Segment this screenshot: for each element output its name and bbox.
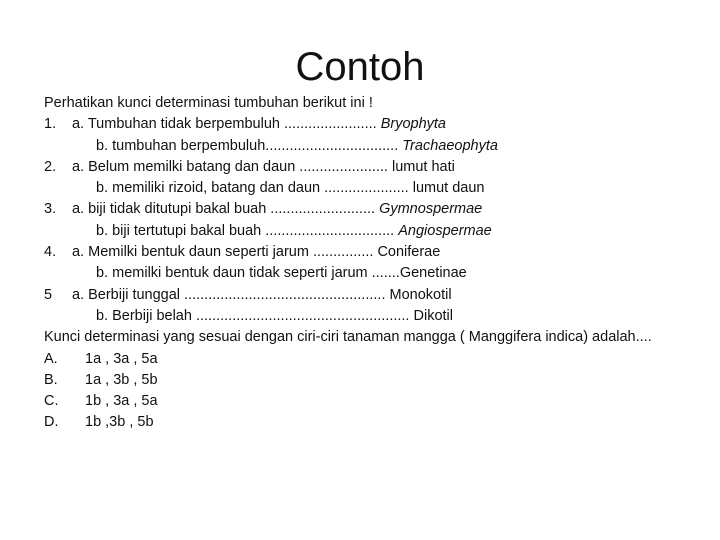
key-result: Trachaeophyta bbox=[402, 137, 498, 154]
key-text: a. Belum memilki batang dan daun ...................... bbox=[72, 158, 392, 175]
option-text: 1b ,3b , 5b bbox=[85, 414, 154, 431]
key-1a bbox=[44, 114, 704, 135]
option-text: 1a , 3b , 5b bbox=[85, 371, 158, 388]
key-5a bbox=[44, 285, 704, 306]
key-result: Genetinae bbox=[399, 265, 467, 282]
intro-text: Perhatikan kunci determinasi tumbuhan berikut ini ! bbox=[44, 95, 373, 111]
key-result: lumut hati bbox=[391, 158, 455, 175]
key-number: 5 bbox=[44, 286, 53, 303]
key-text: b. memiliki rizoid, batang dan daun ..................... bbox=[96, 180, 413, 197]
answer-option-a bbox=[44, 349, 704, 370]
key-text: a. Berbiji tunggal .................................................. bbox=[72, 286, 390, 303]
key-result: Monokotil bbox=[389, 286, 452, 303]
question-text: Kunci determinasi yang sesuai dengan ciri-ciri tanaman mangga ( Manggifera indica) adalah.... bbox=[44, 329, 652, 346]
key-text: b. Berbiji belah ..................................................... bbox=[96, 307, 414, 324]
option-text: 1b , 3a , 5a bbox=[85, 393, 158, 410]
key-result: Coniferae bbox=[377, 244, 441, 261]
key-result: Angiospermae bbox=[398, 222, 492, 239]
key-4b bbox=[44, 263, 704, 284]
key-3a bbox=[44, 199, 704, 220]
key-text: a. biji tidak ditutupi bakal buah .......................... bbox=[72, 201, 380, 218]
slide-body bbox=[44, 93, 704, 434]
answer-option-d bbox=[44, 412, 704, 433]
key-4a bbox=[44, 242, 704, 263]
key-number: 3. bbox=[44, 201, 57, 218]
key-result: Bryophyta bbox=[380, 116, 446, 133]
key-result: lumut daun bbox=[412, 180, 485, 197]
option-letter: A. bbox=[44, 350, 58, 367]
key-3b bbox=[44, 221, 704, 242]
key-text: b. memilki bentuk daun tidak seperti jarum ....... bbox=[96, 265, 400, 282]
key-result: Dikotil bbox=[413, 307, 453, 324]
key-5b bbox=[44, 306, 704, 327]
option-letter: D. bbox=[44, 414, 59, 431]
slide-title: Contoh bbox=[295, 45, 425, 89]
option-letter: C. bbox=[44, 393, 59, 410]
key-text: a. Memilki bentuk daun seperti jarum ............... bbox=[72, 244, 378, 261]
key-1b bbox=[44, 136, 704, 157]
key-number: 4. bbox=[44, 244, 57, 261]
option-text: 1a , 3a , 5a bbox=[85, 350, 158, 367]
option-letter: B. bbox=[44, 371, 58, 388]
key-text: b. tumbuhan berpembuluh................................. bbox=[96, 137, 403, 154]
answer-option-c bbox=[44, 391, 704, 412]
key-2b bbox=[44, 178, 704, 199]
key-2a bbox=[44, 157, 704, 178]
key-number: 2. bbox=[44, 158, 57, 175]
key-text: a. Tumbuhan tidak berpembuluh ....................... bbox=[72, 116, 381, 133]
key-number: 1. bbox=[44, 116, 57, 133]
key-text: b. biji tertutupi bakal buah ................................ bbox=[96, 222, 399, 239]
key-result: Gymnospermae bbox=[379, 201, 483, 218]
answer-option-b bbox=[44, 370, 704, 391]
